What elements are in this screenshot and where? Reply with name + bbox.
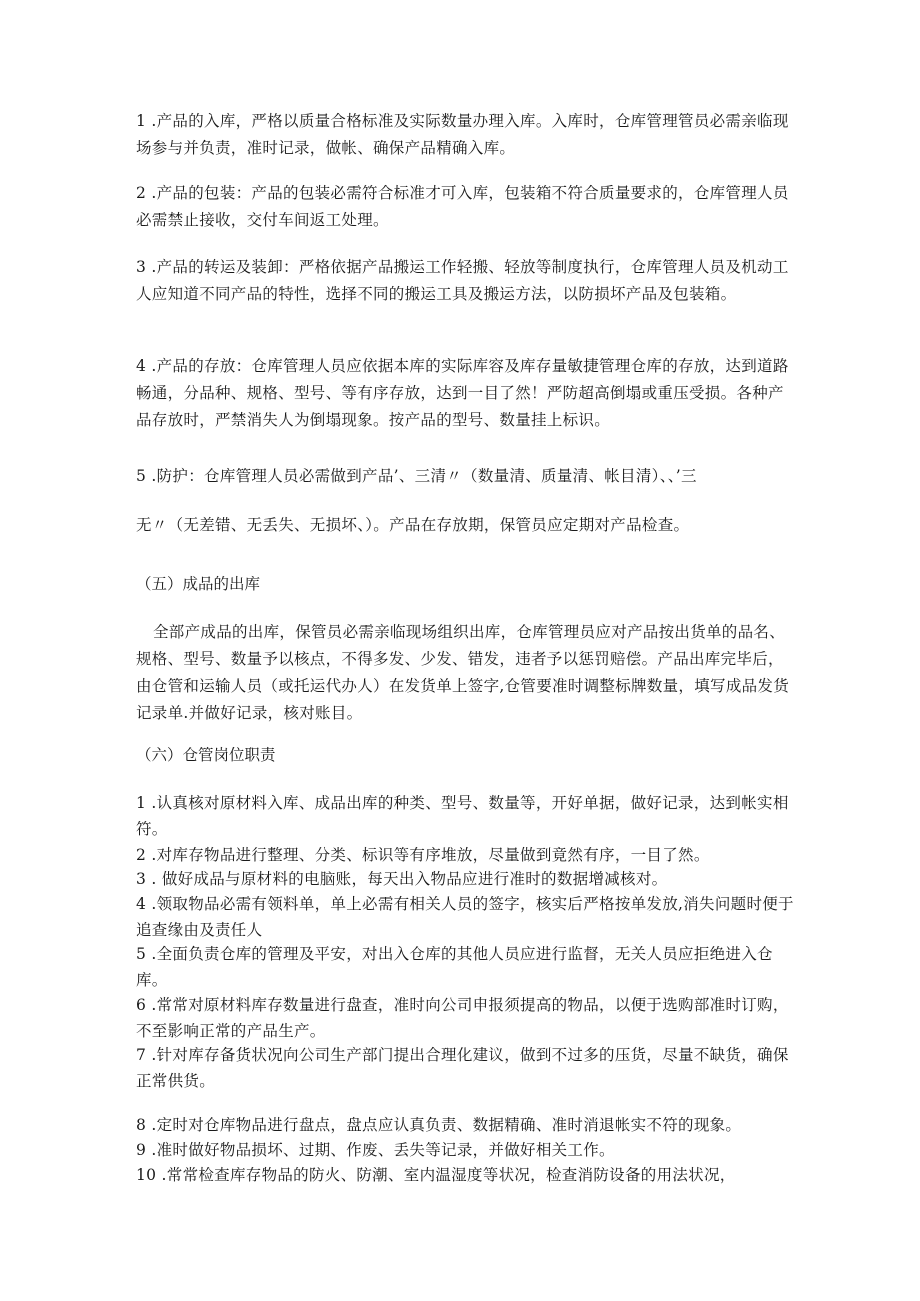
- warehouse-item-4: 4 .产品的存放：仓库管理人员应依据本库的实际库容及库存量敏捷管理仓库的存放，达到道路畅通，分品种、规格、型号、等有序存放，达到一目了然！严防超高倒塌或重压受损。各种产品存放时，严禁消失人为倒塌现象。按产品的型号、数量挂上标识。: [136, 357, 789, 429]
- duty-item-1: 1 .认真核对原材料入库、成品出库的种类、型号、数量等，开好单据，做好记录，达到帐实相符。: [136, 794, 789, 838]
- duty-item-4: 4 .领取物品必需有领料单，单上必需有相关人员的签字，核实后严格按单发放,消失问题时便于追查缘由及责任人: [136, 895, 794, 939]
- warehouse-item-5-line1: 5 .防护：仓库管理人员必需做到产品’、三清〃（数量清、质量清、帐目清）、、’三: [136, 467, 697, 485]
- section-five-heading: （五）成品的出库: [136, 575, 261, 593]
- warehouse-item-5-line2: 无〃（无差错、无丢失、无损坏、）。产品在存放期，保管员应定期对产品检查。: [136, 516, 690, 534]
- duty-item-7: 7 .针对库存备货状况向公司生产部门提出合理化建议，做到不过多的压货，尽量不缺货，确保正常供货。: [136, 1046, 789, 1090]
- section-six-heading: （六）仓管岗位职责: [136, 746, 276, 764]
- section-five-body: 全部产成品的出库，保管员必需亲临现场组织出库，仓库管理员应对产品按出货单的品名、规格、型号、数量予以核点，不得多发、少发、错发，违者予以惩罚赔偿。产品出库完毕后，由仓管和运输人员（或托运代办人）在发货单上签字,仓管要准时调整标牌数量，填写成品发货记录单.并做好记录，核对账目。: [136, 623, 790, 722]
- duty-item-10: 10 .常常检查库存物品的防火、防潮、室内温湿度等状况，检查消防设备的用法状况，: [136, 1166, 736, 1184]
- duty-item-8: 8 .定时对仓库物品进行盘点，盘点应认真负责、数据精确、准时消退帐实不符的现象。: [136, 1116, 742, 1134]
- duty-item-5: 5 .全面负责仓库的管理及平安，对出入仓库的其他人员应进行监督，无关人员应拒绝进入仓库。: [136, 945, 773, 989]
- duty-item-2: 2 .对库存物品进行整理、分类、标识等有序堆放，尽量做到竟然有序，一目了然。: [136, 846, 710, 864]
- warehouse-item-1: 1 .产品的入库，严格以质量合格标准及实际数量办理入库。入库时，仓库管理管员必需亲临现场参与并负责，准时记录，做帐、确保产品精确入库。: [136, 112, 789, 157]
- warehouse-item-2: 2 .产品的包装：产品的包装必需符合标准才可入库，包装箱不符合质量要求的，仓库管理人员必需禁止接收，交付车间返工处理。: [136, 184, 789, 229]
- duty-item-6: 6 .常常对原材料库存数量进行盘查，准时向公司申报须提高的物品，以便于选购部准时订购，不至影响正常的产品生产。: [136, 996, 789, 1040]
- duty-item-9: 9 .准时做好物品损坏、过期、作废、丢失等记录，并做好相关工作。: [136, 1141, 615, 1159]
- warehouse-item-3: 3 .产品的转运及装卸：严格依据产品搬运工作轻搬、轻放等制度执行，仓库管理人员及机动工人应知道不同产品的特性，选择不同的搬运工具及搬运方法，以防损坏产品及包装箱。: [136, 258, 789, 303]
- duty-item-3: 3 . 做好成品与原材料的电脑账，每天出入物品应进行准时的数据增减核对。: [136, 870, 668, 888]
